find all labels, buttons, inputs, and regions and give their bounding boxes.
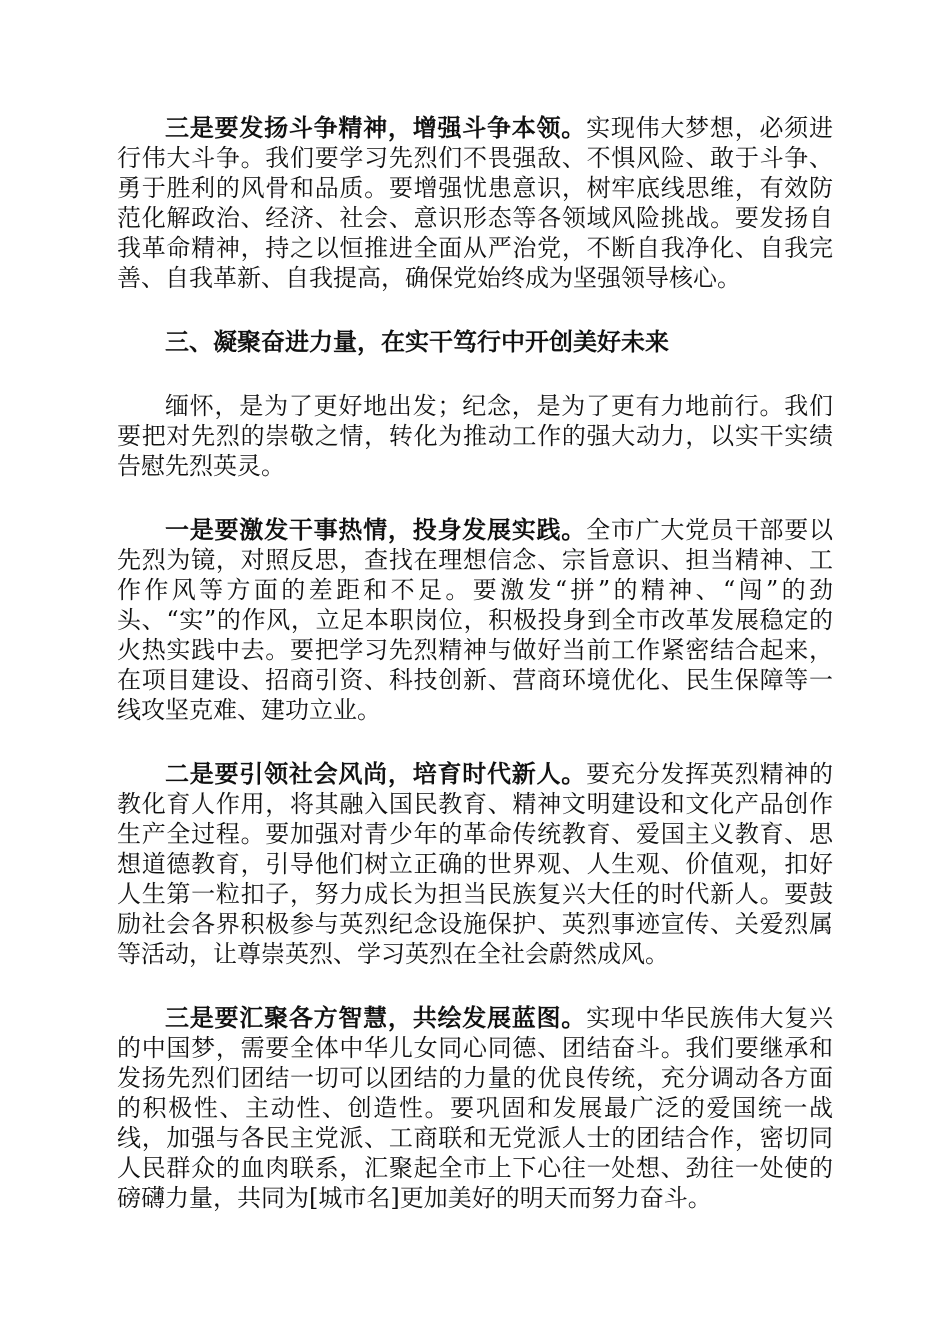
paragraph-body: 缅怀，是为了更好地出发；纪念，是为了更有力地前行。我们要把对先烈的崇敬之情，转化为推动工作的强大动力，以实干实绩告慰先烈英灵。 [117, 392, 833, 480]
paragraph-lead: 一是要激发干事热情，投身发展实践。 [165, 515, 587, 544]
paragraph-lead: 三是要发扬斗争精神，增强斗争本领。 [165, 113, 587, 142]
paragraph-lead: 三是要汇聚各方智慧，共绘发展蓝图。 [165, 1003, 587, 1032]
paragraph-body: 全市广大党员干部要以先烈为镜，对照反思，查找在理想信念、宗旨意识、担当精神、工作作风等方面的差距和不足。要激发“拼”的精神、“闯”的劲头、“实”的作风，立足本职岗位，积极投身到全市改革发展稳定的火热实践中去。要把学习先烈精神与做好当前工作紧密结合起来，在项目建设、招商引资、科技创新、营商环境优化、民生保障等一线攻坚克难、建功立业。 [117, 516, 834, 724]
paragraph-collective-wisdom [117, 1003, 833, 1213]
paragraph-body: 实现中华民族伟大复兴的中国梦，需要全体中华儿女同心同德、团结奋斗。我们要继承和发扬先烈们团结一切可以团结的力量的优良传统，充分调动各方面的积极性、主动性、创造性。要巩固和发展最广泛的爱国统一战线，加强与各民主党派、工商联和无党派人士的团结合作，密切同人民群众的血肉联系，汇聚起全市上下心往一处想、劲往一处使的磅礴力量，共同为[城市名]更加美好的明天而努力奋斗。 [117, 1004, 834, 1212]
paragraph-lead: 二是要引领社会风尚，培育时代新人。 [165, 759, 587, 788]
paragraph-work-enthusiasm [117, 515, 833, 725]
document-page [117, 113, 833, 1247]
section-heading: 三、凝聚奋进力量，在实干笃行中开创美好未来 [165, 327, 669, 356]
paragraph-struggle-spirit [117, 113, 833, 293]
paragraph-intro [117, 391, 833, 481]
paragraph-social-ethos [117, 759, 833, 969]
paragraph-body: 要充分发挥英烈精神的教化育人作用，将其融入国民教育、精神文明建设和文化产品创作生产全过程。要加强对青少年的革命传统教育、爱国主义教育、思想道德教育，引导他们树立正确的世界观、人生观、价值观，扣好人生第一粒扣子，努力成长为担当民族复兴大任的时代新人。要鼓励社会各界积极参与英烈纪念设施保护、英烈事迹宣传、关爱烈属等活动，让尊崇英烈、学习英烈在全社会蔚然成风。 [117, 760, 834, 968]
paragraph-body: 实现伟大梦想，必须进行伟大斗争。我们要学习先烈们不畏强敌、不惧风险、敢于斗争、勇于胜利的风骨和品质。要增强忧患意识，树牢底线思维，有效防范化解政治、经济、社会、意识形态等各领域风险挑战。要发扬自我革命精神，持之以恒推进全面从严治党，不断自我净化、自我完善、自我革新、自我提高，确保党始终成为坚强领导核心。 [117, 114, 834, 292]
